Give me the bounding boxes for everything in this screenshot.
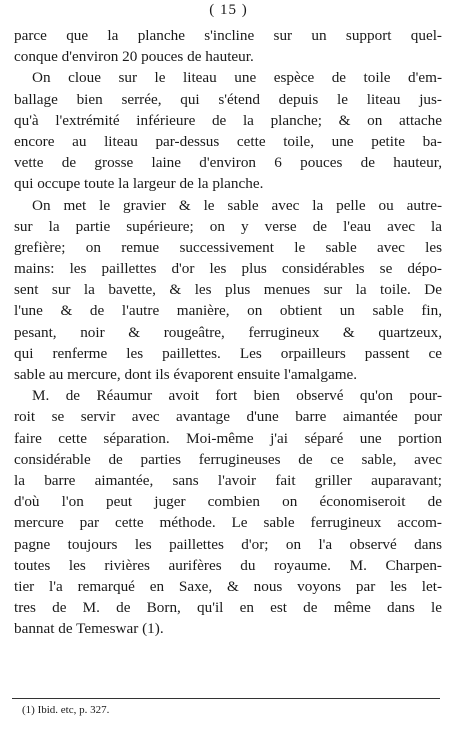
- text-line: qu'à l'extrémité inférieure de la planche; & on attache: [14, 111, 442, 129]
- text-line: parce que la planche s'incline sur un support quel-: [14, 27, 442, 44]
- text-line: tres de M. de Born, qu'il en est de même dans le: [14, 599, 442, 617]
- text-line: roit se servir avec avantage d'une barre aimantée pour: [14, 408, 442, 426]
- text-line: M. de Réaumur avoit fort bien observé qu'on pour-: [32, 387, 442, 405]
- text-line: qui occupe toute la largeur de la planche.: [14, 175, 264, 193]
- text-line: toutes les rivières aurifères du royaume. M. Charpen-: [14, 556, 442, 574]
- text-line: tier l'a remarqué en Saxe, & nous voyons par les let-: [14, 577, 442, 595]
- text-line: la barre aimantée, sans l'avoir fait griller auparavant;: [14, 471, 442, 489]
- text-line: sur la partie supérieure; on y verse de l'eau avec la: [14, 217, 442, 235]
- page-number: ( 15 ): [209, 2, 248, 18]
- text-line: pesant, noir & rougeâtre, ferrugineux & quartzeux,: [14, 323, 442, 341]
- footnote-rule: [12, 698, 440, 699]
- text-line: grefière; on remue successivement le sable avec les: [14, 238, 442, 256]
- text-line: pagne toujours les paillettes d'or; on l'a observé dans: [14, 535, 442, 553]
- text-line: conque d'environ 20 pouces de hauteur.: [14, 48, 254, 66]
- text-line: l'une & de l'autre manière, on obtient un sable fin,: [14, 302, 442, 320]
- text-line: On cloue sur le liteau une espèce de toile d'em-: [32, 69, 442, 87]
- footnote: (1) Ibid. etc, p. 327.: [22, 704, 110, 716]
- text-line: On met le gravier & le sable avec la pelle ou autre-: [32, 196, 442, 214]
- text-line: d'où l'on peut juger combien on économiseroit de: [14, 493, 442, 511]
- text-line: qui renferme les paillettes. Les orpailleurs passent ce: [14, 344, 442, 362]
- text-line: ballage bien serrée, qui s'étend depuis le liteau jus-: [14, 90, 442, 108]
- text-line: sent sur la bavette, & les plus menues sur la toile. De: [14, 281, 442, 299]
- text-line: faire cette séparation. Moi-même j'ai séparé une portion: [14, 429, 442, 447]
- text-line: vette de grosse laine d'environ 6 pouces de hauteur,: [14, 154, 442, 172]
- text-line: sable au mercure, dont ils évaporent ensuite l'amalgame.: [14, 366, 358, 383]
- text-line: considérable de parties ferrugineuses de ce sable, avec: [14, 450, 442, 468]
- text-line: mains: les paillettes d'or les plus considérables se dépo-: [14, 260, 442, 278]
- text-line: bannat de Temeswar (1).: [14, 620, 164, 638]
- text-line: encore au liteau par-dessus cette toile, une petite ba-: [14, 132, 442, 150]
- body-text: [14, 25, 442, 639]
- text-line: mercure par cette méthode. Le sable ferrugineux accom-: [14, 514, 442, 532]
